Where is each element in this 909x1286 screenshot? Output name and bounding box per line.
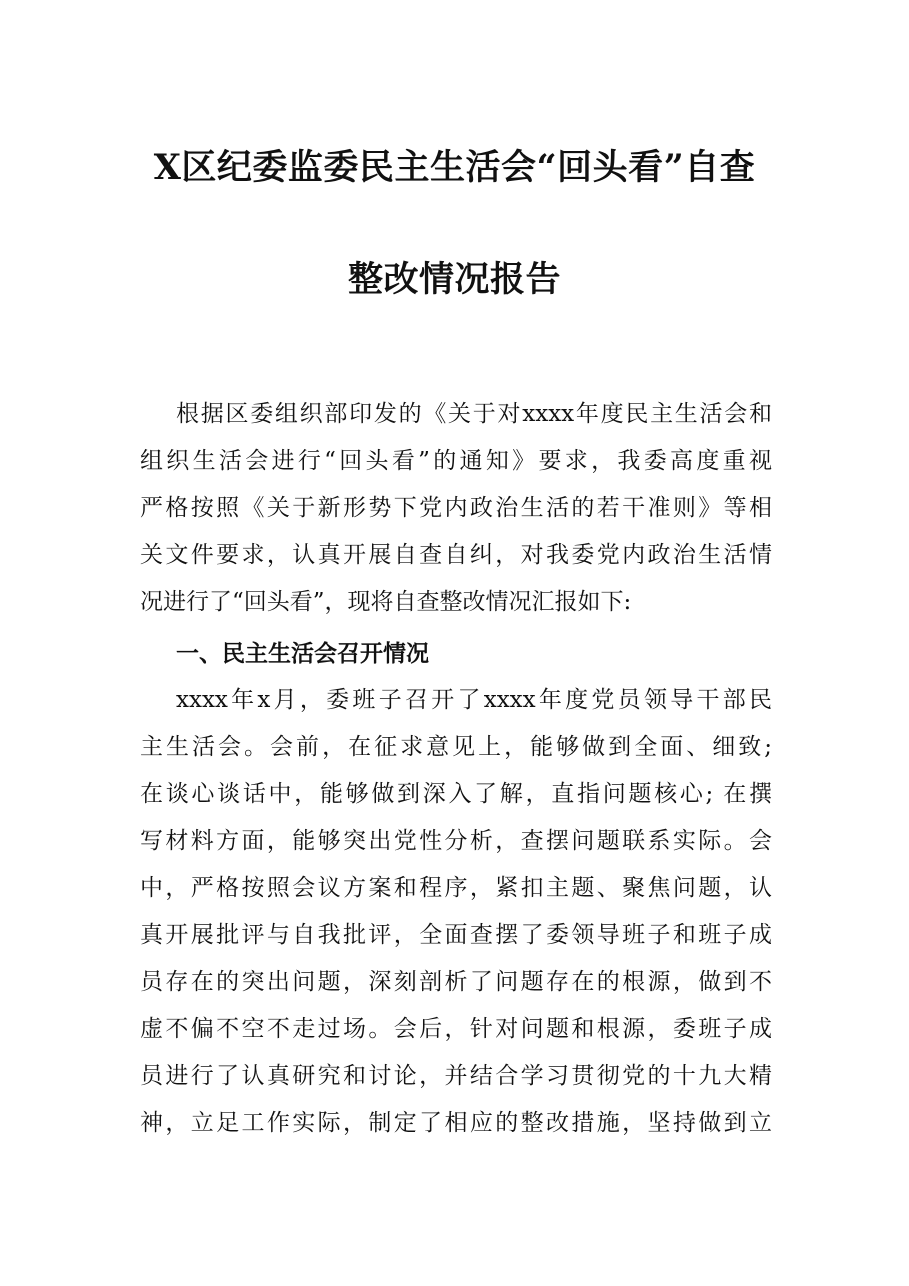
paragraph-line: 虚不偏不空不走过场。会后，针对问题和根源，委班子成 (140, 1016, 772, 1042)
paragraph-line: 组织生活会进行“回头看”的通知》要求，我委高度重视 (140, 448, 772, 474)
paragraph-line: 真开展批评与自我批评，全面查摆了委领导班子和班子成 (140, 922, 772, 948)
section-heading: 一、民主生活会召开情况 (176, 640, 429, 667)
paragraph-line: 员存在的突出问题，深刻剖析了问题存在的根源，做到不 (140, 969, 772, 995)
paragraph-line: 根据区委组织部印发的《关于对xxxx年度民主生活会和 (176, 401, 772, 427)
paragraph-line: 关文件要求，认真开展自查自纠，对我委党内政治生活情 (140, 542, 772, 568)
paragraph-line: 中，严格按照会议方案和程序，紧扣主题、聚焦问题，认 (140, 875, 772, 901)
paragraph-line: 况进行了“回头看”，现将自查整改情况汇报如下: (140, 589, 632, 615)
paragraph-line: 严格按照《关于新形势下党内政治生活的若干准则》等相 (140, 495, 772, 521)
paragraph-line: 神，立足工作实际，制定了相应的整改措施，坚持做到立 (140, 1110, 772, 1136)
paragraph-line: xxxx年x月，委班子召开了xxxx年度党员领导干部民 (176, 687, 772, 713)
paragraph-section-1 (140, 677, 772, 1147)
paragraph-line: 写材料方面，能够突出党性分析，查摆问题联系实际。会 (140, 828, 772, 854)
paragraph-intro (140, 391, 772, 626)
document-title-line-1: X区纪委监委民主生活会“回头看”自查 (153, 147, 756, 188)
paragraph-line: 主生活会。会前，在征求意见上，能够做到全面、细致; (140, 734, 772, 760)
paragraph-line: 在谈心谈话中，能够做到深入了解，直指问题核心; 在撰 (140, 781, 772, 807)
paragraph-line: 员进行了认真研究和讨论，并结合学习贯彻党的十九大精 (140, 1063, 772, 1089)
document-title-line-2: 整改情况报告 (347, 259, 561, 300)
